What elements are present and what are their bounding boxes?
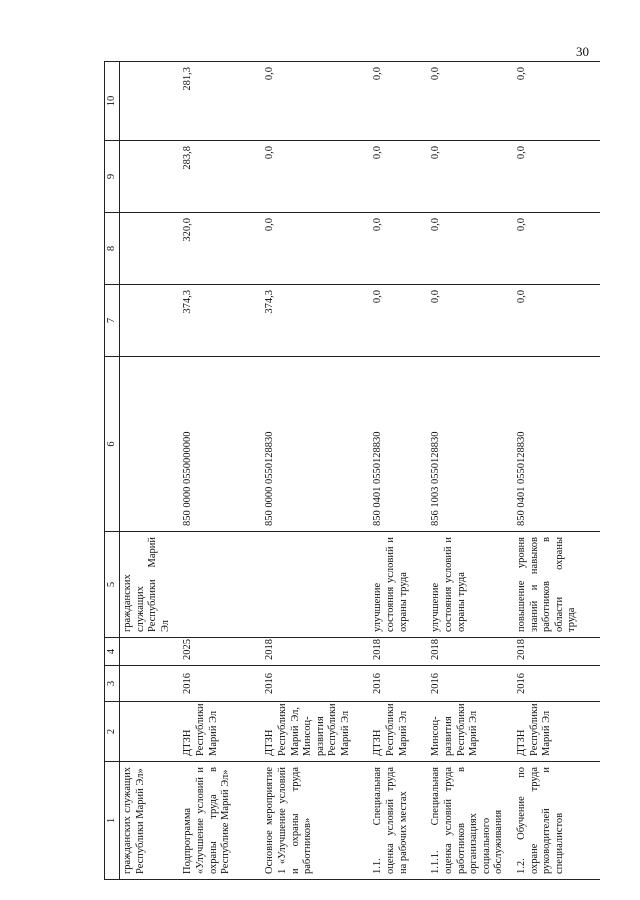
header-cell: 2 (105, 702, 120, 762)
end-year-cell: 2025 (178, 638, 260, 666)
value-col9-cell: 0,0 (426, 141, 512, 213)
value-col7-cell: 0,0 (368, 285, 426, 357)
value-col7-cell: 0,0 (512, 285, 600, 357)
header-cell: 10 (105, 62, 120, 141)
value-col10-cell: 281,3 (178, 62, 260, 141)
header-cell: 3 (105, 666, 120, 702)
end-year-cell: 2018 (426, 638, 512, 666)
header-cell: 9 (105, 141, 120, 213)
start-year-cell: 2016 (368, 666, 426, 702)
start-year-cell: 2016 (512, 666, 600, 702)
value-col9-cell: 0,0 (512, 141, 600, 213)
executor-cell: ДТЗН Республики Марий Эл (368, 702, 426, 762)
value-col10-cell: 0,0 (426, 62, 512, 141)
value-col9-cell: 0,0 (368, 141, 426, 213)
header-cell: 6 (105, 357, 120, 532)
expected-result-cell: повышение уровня знаний и навыков работников в области охраны труда (512, 532, 600, 638)
expected-result-cell: гражданских служащих Республики Марий Эл (120, 532, 179, 638)
expected-result-cell: улучшение состояния условий и охраны труда (368, 532, 426, 638)
value-col7-cell (120, 285, 179, 357)
table-row (178, 62, 260, 880)
budget-code-cell: 856 1003 0550128830 (426, 357, 512, 532)
end-year-cell: 2018 (512, 638, 600, 666)
value-col10-cell: 0,0 (368, 62, 426, 141)
measure-name-cell: 1.1.1. Специальная оценка условий труда работников в организациях социального обслуживания (426, 762, 512, 880)
table-row (368, 62, 426, 880)
start-year-cell: 2016 (178, 666, 260, 702)
value-col7-cell: 0,0 (426, 285, 512, 357)
value-col8-cell: 0,0 (368, 213, 426, 285)
value-col8-cell: 320,0 (178, 213, 260, 285)
value-col7-cell: 374,3 (260, 285, 368, 357)
measure-name-cell: гражданских служащих Республики Марий Эл» (120, 762, 179, 880)
header-cell: 5 (105, 532, 120, 638)
executor-cell: ДТЗН Республики Марий Эл, Минсоц-развития Республики Марий Эл (260, 702, 368, 762)
value-col9-cell (120, 141, 179, 213)
value-col8-cell: 0,0 (260, 213, 368, 285)
start-year-cell (120, 666, 179, 702)
value-col8-cell: 0,0 (426, 213, 512, 285)
value-col8-cell (120, 213, 179, 285)
page-number: 30 (576, 44, 589, 59)
executor-cell (120, 702, 179, 762)
table-row (426, 62, 512, 880)
table-header-row (105, 62, 120, 880)
budget-code-cell: 850 0401 0550128830 (368, 357, 426, 532)
header-cell: 4 (105, 638, 120, 666)
table-row (512, 62, 600, 880)
value-col7-cell: 374,3 (178, 285, 260, 357)
table-row (260, 62, 368, 880)
end-year-cell: 2018 (260, 638, 368, 666)
header-cell: 7 (105, 285, 120, 357)
value-col9-cell: 283,8 (178, 141, 260, 213)
expected-result-cell: улучшение состояния условий и охраны труда (426, 532, 512, 638)
measure-name-cell: 1.1. Специальная оценка условий труда на рабочих местах (368, 762, 426, 880)
executor-cell: ДТЗН Республики Марий Эл (178, 702, 260, 762)
program-table (104, 61, 600, 880)
start-year-cell: 2016 (260, 666, 368, 702)
measure-name-cell: Основное мероприятие 1 «Улучшение условий и охраны труда работников» (260, 762, 368, 880)
expected-result-cell (178, 532, 260, 638)
executor-cell: ДТЗН Республики Марий Эл (512, 702, 600, 762)
header-cell: 8 (105, 213, 120, 285)
budget-code-cell: 850 0401 0550128830 (512, 357, 600, 532)
value-col10-cell (120, 62, 179, 141)
end-year-cell (120, 638, 179, 666)
measure-name-cell: 1.2. Обучение по охране труда руководителей и специалистов (512, 762, 600, 880)
value-col10-cell: 0,0 (260, 62, 368, 141)
budget-code-cell: 850 0000 0550128830 (260, 357, 368, 532)
end-year-cell: 2018 (368, 638, 426, 666)
table-row (120, 62, 179, 880)
expected-result-cell (260, 532, 368, 638)
budget-code-cell (120, 357, 179, 532)
value-col9-cell: 0,0 (260, 141, 368, 213)
rotated-table-container (104, 62, 592, 880)
executor-cell: Минсоц-развития Республики Марий Эл (426, 702, 512, 762)
header-cell: 1 (105, 762, 120, 880)
value-col10-cell: 0,0 (512, 62, 600, 141)
value-col8-cell: 0,0 (512, 213, 600, 285)
budget-code-cell: 850 0000 0550000000 (178, 357, 260, 532)
start-year-cell: 2016 (426, 666, 512, 702)
measure-name-cell: Подпрограмма «Улучшение условий и охраны труда в Республике Марий Эл» (178, 762, 260, 880)
